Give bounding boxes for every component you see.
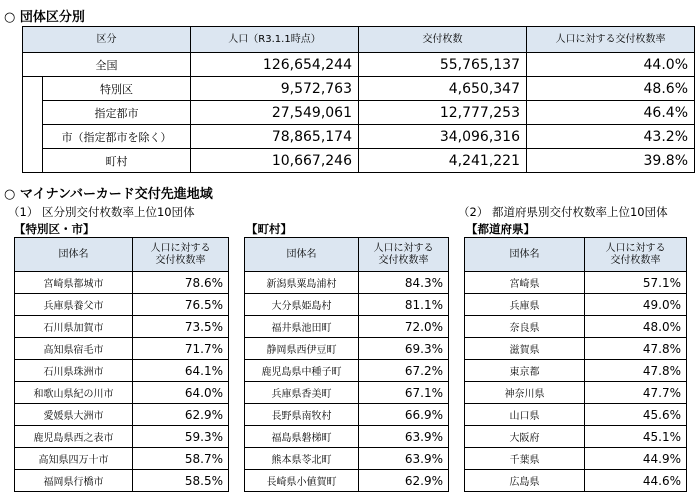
issued-value: 55,765,137 xyxy=(359,53,527,77)
ranking-row xyxy=(245,470,449,492)
row-label: 全国 xyxy=(23,53,191,77)
ranking-row xyxy=(15,448,229,470)
header-rate xyxy=(133,238,229,272)
issuance-rate: 78.6% xyxy=(133,272,229,294)
ranking-row xyxy=(465,316,687,338)
ranking-row xyxy=(465,426,687,448)
ranking-row xyxy=(245,426,449,448)
section-title-advanced-regions: ○ マイナンバーカード交付先進地域 xyxy=(4,187,213,202)
ranking-row xyxy=(15,294,229,316)
issuance-rate: 47.8% xyxy=(585,338,687,360)
row-label: 指定都市 xyxy=(43,101,191,125)
entity-name: 愛媛県大洲市 xyxy=(15,404,133,426)
entity-name: 石川県珠洲市 xyxy=(15,360,133,382)
ranking-header-row xyxy=(465,238,687,272)
caption-prefectures: 【都道府県】 xyxy=(466,222,535,236)
ranking-row xyxy=(245,272,449,294)
entity-name: 鹿児島県西之表市 xyxy=(15,426,133,448)
issuance-rate: 63.9% xyxy=(359,426,449,448)
indent-cell xyxy=(23,149,43,173)
issuance-rate: 59.3% xyxy=(133,426,229,448)
entity-name: 滋賀県 xyxy=(465,338,585,360)
subtitle-by-category: （1） 区分別交付枚数率上位10団体 xyxy=(8,205,195,219)
entity-name: 宮崎県都城市 xyxy=(15,272,133,294)
header-issued: 交付枚数 xyxy=(359,27,527,53)
header-rate-line2: 交付枚数率 xyxy=(610,254,661,266)
entity-name: 宮崎県 xyxy=(465,272,585,294)
issuance-rate: 64.1% xyxy=(133,360,229,382)
ranking-row xyxy=(465,448,687,470)
rate-value: 46.4% xyxy=(527,101,695,125)
rate-value: 43.2% xyxy=(527,125,695,149)
issued-value: 12,777,253 xyxy=(359,101,527,125)
entity-name: 福井県池田町 xyxy=(245,316,359,338)
row-label: 特別区 xyxy=(43,77,191,101)
entity-name: 大阪府 xyxy=(465,426,585,448)
entity-name: 高知県四万十市 xyxy=(15,448,133,470)
entity-name: 東京都 xyxy=(465,360,585,382)
entity-name: 奈良県 xyxy=(465,316,585,338)
indent-cell xyxy=(23,125,43,149)
ranking-row xyxy=(245,338,449,360)
issued-value: 4,650,347 xyxy=(359,77,527,101)
entity-name: 長崎県小値賀町 xyxy=(245,470,359,492)
entity-name: 千葉県 xyxy=(465,448,585,470)
issuance-rate: 58.5% xyxy=(133,470,229,492)
entity-name: 福島県磐梯町 xyxy=(245,426,359,448)
ranking-row xyxy=(245,316,449,338)
entity-name: 兵庫県香美町 xyxy=(245,382,359,404)
rate-value: 48.6% xyxy=(527,77,695,101)
header-rate xyxy=(359,238,449,272)
entity-name: 熊本県苓北町 xyxy=(245,448,359,470)
entity-name: 和歌山県紀の川市 xyxy=(15,382,133,404)
header-rate-line2: 交付枚数率 xyxy=(378,254,429,266)
issuance-rate: 69.3% xyxy=(359,338,449,360)
header-rate-line2: 交付枚数率 xyxy=(155,254,206,266)
ranking-row xyxy=(465,272,687,294)
ranking-row xyxy=(15,360,229,382)
issuance-rate: 71.7% xyxy=(133,338,229,360)
header-name: 団体名 xyxy=(465,238,585,272)
population-value: 10,667,246 xyxy=(191,149,359,173)
issuance-rate: 62.9% xyxy=(133,404,229,426)
ranking-row xyxy=(15,470,229,492)
ranking-row xyxy=(465,338,687,360)
row-label: 町村 xyxy=(43,149,191,173)
ranking-header-row xyxy=(15,238,229,272)
entity-name: 広島県 xyxy=(465,470,585,492)
entity-name: 大分県姫島村 xyxy=(245,294,359,316)
ranking-row xyxy=(15,382,229,404)
entity-name: 新潟県粟島浦村 xyxy=(245,272,359,294)
issuance-rate: 45.1% xyxy=(585,426,687,448)
issuance-rate: 84.3% xyxy=(359,272,449,294)
header-rate: 人口に対する交付枚数率 xyxy=(527,27,695,53)
header-rate-line1: 人口に対する xyxy=(373,243,434,254)
header-rate xyxy=(585,238,687,272)
entity-name: 神奈川県 xyxy=(465,382,585,404)
issuance-rate: 62.9% xyxy=(359,470,449,492)
summary-table xyxy=(22,26,695,173)
rate-value: 39.8% xyxy=(527,149,695,173)
issuance-rate: 63.9% xyxy=(359,448,449,470)
issuance-rate: 48.0% xyxy=(585,316,687,338)
ranking-row xyxy=(15,338,229,360)
caption-wards-cities: 【特別区・市】 xyxy=(14,222,95,236)
section-title-by-category: ○ 団体区分別 xyxy=(4,10,85,25)
ranking-row xyxy=(465,470,687,492)
issuance-rate: 64.0% xyxy=(133,382,229,404)
ranking-row xyxy=(15,426,229,448)
ranking-row xyxy=(245,382,449,404)
issued-value: 34,096,316 xyxy=(359,125,527,149)
indent-cell xyxy=(23,101,43,125)
summary-row-designated-cities xyxy=(23,101,695,125)
ranking-row xyxy=(245,294,449,316)
entity-name: 静岡県西伊豆町 xyxy=(245,338,359,360)
header-name: 団体名 xyxy=(15,238,133,272)
summary-header-row xyxy=(23,27,695,53)
issuance-rate: 73.5% xyxy=(133,316,229,338)
row-label: 市（指定都市を除く） xyxy=(43,125,191,149)
issuance-rate: 44.9% xyxy=(585,448,687,470)
summary-row-national xyxy=(23,53,695,77)
caption-towns-villages: 【町村】 xyxy=(246,222,292,236)
entity-name: 福岡県行橋市 xyxy=(15,470,133,492)
ranking-table-towns-villages xyxy=(244,237,449,492)
header-category: 区分 xyxy=(23,27,191,53)
issuance-rate: 47.8% xyxy=(585,360,687,382)
issuance-rate: 81.1% xyxy=(359,294,449,316)
issuance-rate: 67.2% xyxy=(359,360,449,382)
ranking-row xyxy=(245,404,449,426)
entity-name: 鹿児島県中種子町 xyxy=(245,360,359,382)
entity-name: 石川県加賀市 xyxy=(15,316,133,338)
ranking-row xyxy=(245,360,449,382)
summary-row-cities xyxy=(23,125,695,149)
ranking-row xyxy=(15,272,229,294)
issuance-rate: 72.0% xyxy=(359,316,449,338)
issued-value: 4,241,221 xyxy=(359,149,527,173)
issuance-rate: 47.7% xyxy=(585,382,687,404)
issuance-rate: 45.6% xyxy=(585,404,687,426)
ranking-table-prefectures xyxy=(464,237,687,492)
issuance-rate: 49.0% xyxy=(585,294,687,316)
ranking-row xyxy=(245,448,449,470)
entity-name: 長野県南牧村 xyxy=(245,404,359,426)
ranking-row xyxy=(15,404,229,426)
ranking-row xyxy=(465,404,687,426)
header-rate-line1: 人口に対する xyxy=(605,243,666,254)
issuance-rate: 67.1% xyxy=(359,382,449,404)
entity-name: 兵庫県養父市 xyxy=(15,294,133,316)
ranking-row xyxy=(15,316,229,338)
subtitle-by-prefecture: （2） 都道府県別交付枚数率上位10団体 xyxy=(458,205,668,219)
entity-name: 高知県宿毛市 xyxy=(15,338,133,360)
indent-cell xyxy=(23,77,43,101)
issuance-rate: 76.5% xyxy=(133,294,229,316)
ranking-header-row xyxy=(245,238,449,272)
population-value: 27,549,061 xyxy=(191,101,359,125)
ranking-row xyxy=(465,382,687,404)
population-value: 9,572,763 xyxy=(191,77,359,101)
population-value: 126,654,244 xyxy=(191,53,359,77)
summary-row-special-wards xyxy=(23,77,695,101)
issuance-rate: 66.9% xyxy=(359,404,449,426)
header-rate-line1: 人口に対する xyxy=(150,243,211,254)
issuance-rate: 58.7% xyxy=(133,448,229,470)
entity-name: 兵庫県 xyxy=(465,294,585,316)
entity-name: 山口県 xyxy=(465,404,585,426)
header-name: 団体名 xyxy=(245,238,359,272)
ranking-row xyxy=(465,360,687,382)
header-population: 人口（R3.1.1時点） xyxy=(191,27,359,53)
population-value: 78,865,174 xyxy=(191,125,359,149)
ranking-row xyxy=(465,294,687,316)
summary-row-towns-villages xyxy=(23,149,695,173)
issuance-rate: 57.1% xyxy=(585,272,687,294)
rate-value: 44.0% xyxy=(527,53,695,77)
issuance-rate: 44.6% xyxy=(585,470,687,492)
ranking-table-wards-cities xyxy=(14,237,229,492)
